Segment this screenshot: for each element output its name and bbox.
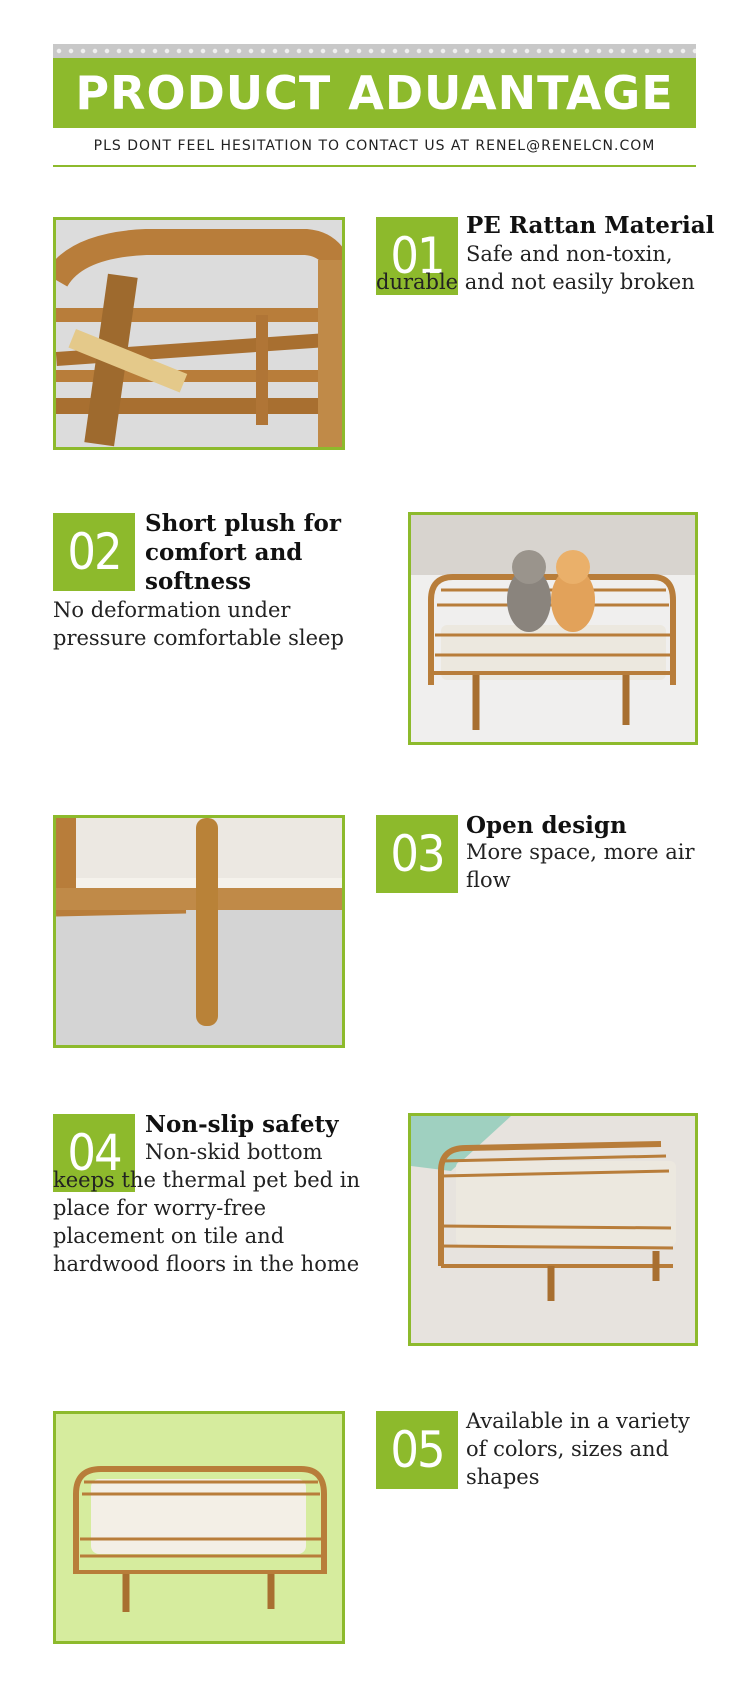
bed-with-kittens-photo (408, 512, 698, 745)
feature-01-title: PE Rattan Material (466, 212, 715, 239)
header-dot-strip (53, 44, 696, 58)
feature-03-text: More space, more air flow (466, 840, 695, 892)
header-divider (53, 165, 696, 167)
bed-green-background-photo (53, 1411, 345, 1644)
feature-05-number-badge: 05 (376, 1411, 458, 1489)
feature-02-title: Short plush for comfort and softness (145, 510, 341, 595)
feature-03-title: Open design (466, 812, 627, 839)
title-banner (53, 58, 696, 128)
page-title: PRODUCT ADUANTAGE (75, 66, 674, 120)
feature-05-text: Available in a variety of colors, sizes and shapes (466, 1409, 690, 1489)
open-design-detail-photo (53, 815, 345, 1048)
contact-line: PLS DONT FEEL HESITATION TO CONTACT US AT RENEL@RENELCN.COM (93, 138, 656, 154)
feature-02-text: No deformation under pressure comfortable sleep (53, 598, 344, 650)
feature-04-title: Non-slip safety (145, 1111, 339, 1138)
feature-03-number-badge: 03 (376, 815, 458, 893)
feature-04-text: Non-skid bottom keeps the thermal pet bed in place for worry-free placement on tile and hardwood floors in the home (53, 1140, 361, 1276)
feature-04-number-badge: 04 (53, 1114, 135, 1192)
bed-on-floor-photo (408, 1113, 698, 1346)
rattan-closeup-photo (53, 217, 345, 450)
feature-01-number-badge: 01 (376, 217, 458, 295)
feature-02-number-badge: 02 (53, 513, 135, 591)
feature-01-text: Safe and non-toxin, durable and not easily broken (376, 242, 695, 294)
